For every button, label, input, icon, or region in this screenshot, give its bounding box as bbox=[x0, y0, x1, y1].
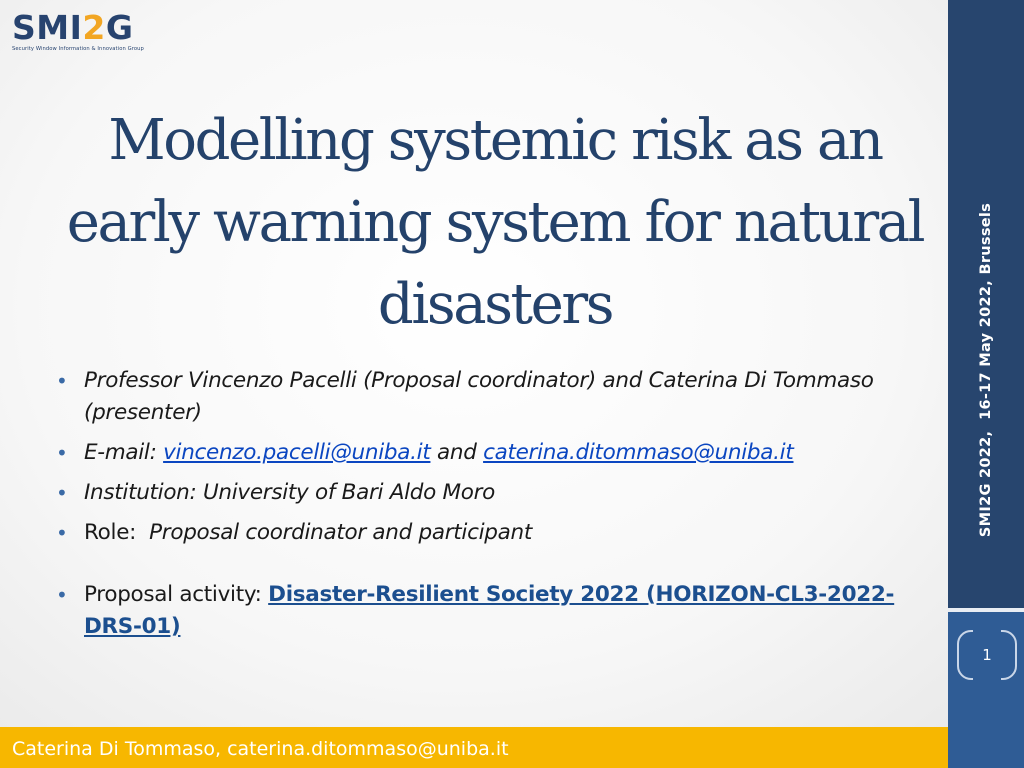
logo-subtitle: Security Window Information & Innovation Group bbox=[12, 46, 144, 52]
slide-title bbox=[40, 100, 950, 346]
email-link-pacelli[interactable]: vincenzo.pacelli@uniba.it bbox=[163, 440, 431, 465]
bullet-role bbox=[56, 517, 936, 549]
title-line-3: disasters bbox=[377, 272, 613, 337]
role-value: Proposal coordinator and participant bbox=[149, 520, 532, 545]
presenters-text: Professor Vincenzo Pacelli (Proposal coordinator) and Caterina Di Tommaso (presenter) bbox=[84, 368, 874, 425]
title-line-1: Modelling systemic risk as an bbox=[108, 108, 882, 173]
proposal-activity-link[interactable]: Disaster-Resilient Society 2022 (HORIZON-CL3-2022-DRS-01) bbox=[84, 582, 895, 639]
logo-name-part1: SMI bbox=[12, 8, 83, 47]
bullet-email bbox=[56, 437, 936, 469]
logo-name-part2: G bbox=[105, 8, 134, 47]
conference-vertical-label: SMI2G 2022, 16-17 May 2022, Brussels bbox=[978, 202, 994, 538]
footer-bar: Caterina Di Tommaso, caterina.ditommaso@uniba.it bbox=[0, 727, 948, 768]
role-label: Role: bbox=[84, 520, 150, 545]
email-joiner: and bbox=[430, 440, 484, 465]
logo-name-accent: 2 bbox=[82, 8, 106, 47]
page-number-badge: 1 bbox=[957, 630, 1017, 680]
institution-text: Institution: University of Bari Aldo Moro bbox=[84, 480, 496, 505]
bullet-list bbox=[56, 365, 936, 651]
smi2g-logo bbox=[12, 10, 147, 56]
bullet-proposal-activity bbox=[56, 579, 936, 643]
logo-wordmark bbox=[12, 10, 147, 46]
bullet-presenters bbox=[56, 365, 936, 429]
email-prefix: E-mail: bbox=[84, 440, 164, 465]
bullet-institution bbox=[56, 477, 936, 509]
proposal-activity-label: Proposal activity: bbox=[84, 582, 269, 607]
email-link-ditommaso[interactable]: caterina.ditommaso@uniba.it bbox=[483, 440, 794, 465]
title-line-2: early warning system for natural bbox=[66, 190, 924, 255]
